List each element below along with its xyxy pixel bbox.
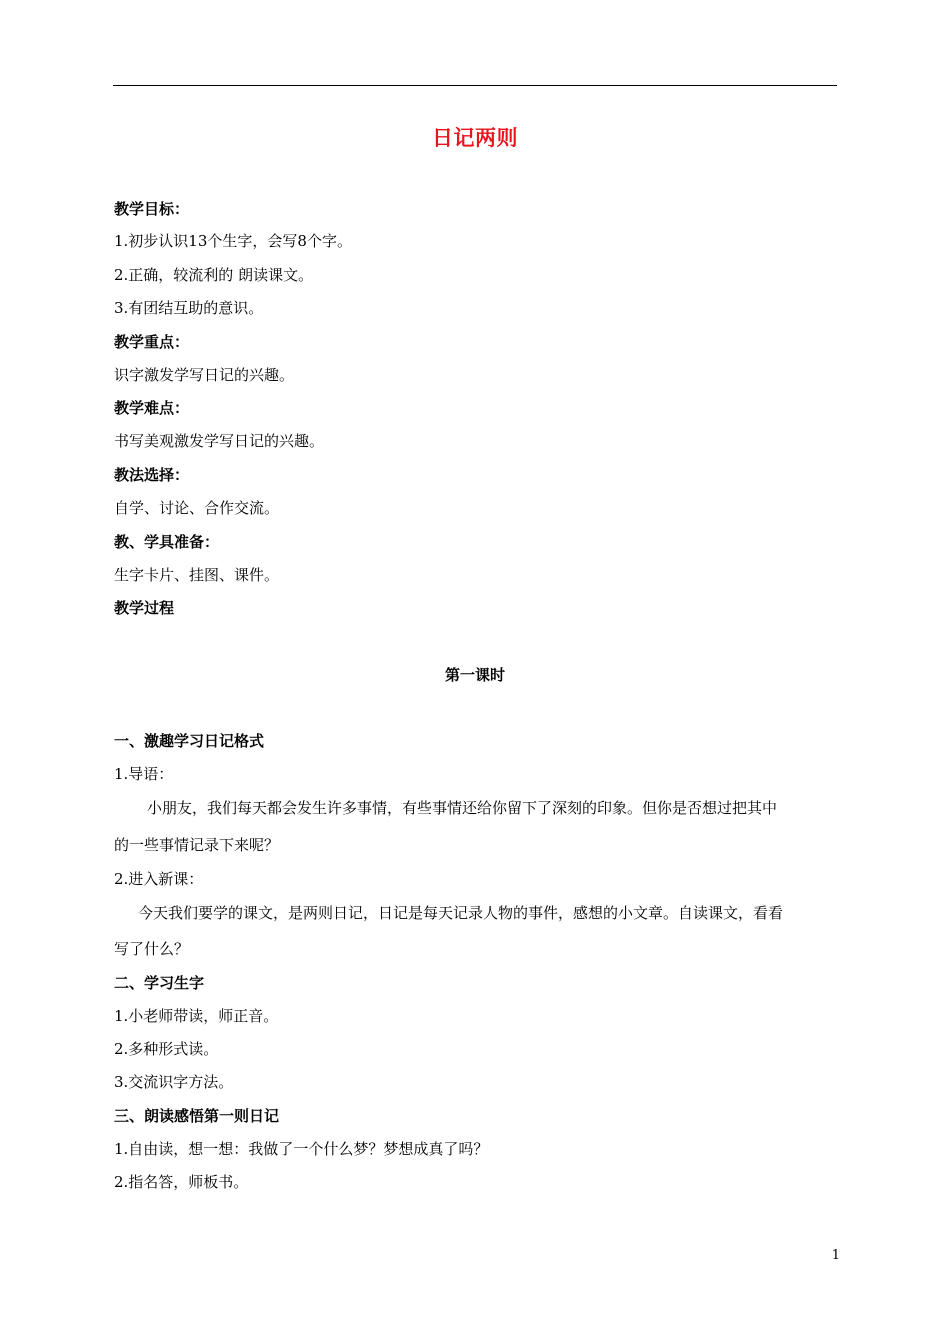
methods-heading: 教法选择： [114, 466, 190, 484]
objective-item: 2.正确，较流利的 朗读课文。 [114, 266, 314, 284]
key-points-text: 识字激发学写日记的兴趣。 [114, 366, 295, 384]
methods-text: 自学、讨论、合作交流。 [114, 499, 280, 517]
process-heading: 教学过程 [114, 599, 175, 617]
section-1-paragraph: 小朋友，我们每天都会发生许多事情，有些事情还给你留下了深刻的印象。但你是否想过把其中 [147, 799, 778, 817]
header-rule [113, 85, 837, 86]
section-3-item: 1.自由读，想一想：我做了一个什么梦？梦想成真了吗？ [114, 1140, 489, 1158]
section-1-paragraph: 写了什么？ [114, 940, 190, 958]
materials-text: 生字卡片、挂图、课件。 [114, 566, 280, 584]
section-2-item: 2.多种形式读。 [114, 1040, 219, 1058]
objective-item: 1.初步认识13个生字，会写8个字。 [114, 232, 352, 250]
objective-item: 3.有团结互助的意识。 [114, 299, 264, 317]
materials-heading: 教、学具准备： [114, 533, 220, 551]
lesson-title: 第一课时 [444, 666, 505, 684]
section-3-heading: 三、朗读感悟第一则日记 [114, 1107, 280, 1125]
section-1-heading: 一、激趣学习日记格式 [114, 732, 265, 750]
key-points-heading: 教学重点： [114, 333, 190, 351]
section-1-item: 2.进入新课： [114, 870, 204, 888]
section-1-paragraph: 的一些事情记录下来呢？ [114, 836, 280, 854]
difficulties-heading: 教学难点： [114, 399, 190, 417]
section-1-item: 1.导语： [114, 765, 174, 783]
section-2-heading: 二、学习生字 [114, 974, 205, 992]
document-title: 日记两则 [432, 126, 518, 150]
section-2-item: 1.小老师带读，师正音。 [114, 1007, 279, 1025]
objectives-heading: 教学目标： [114, 200, 190, 218]
section-3-item: 2.指名答，师板书。 [114, 1173, 249, 1191]
section-1-paragraph: 今天我们要学的课文，是两则日记，日记是每天记录人物的事件，感想的小文章。自读课文，看看 [138, 904, 784, 922]
section-2-item: 3.交流识字方法。 [114, 1073, 234, 1091]
page-number: 1 [831, 1248, 840, 1263]
difficulties-text: 书写美观激发学写日记的兴趣。 [114, 432, 325, 450]
